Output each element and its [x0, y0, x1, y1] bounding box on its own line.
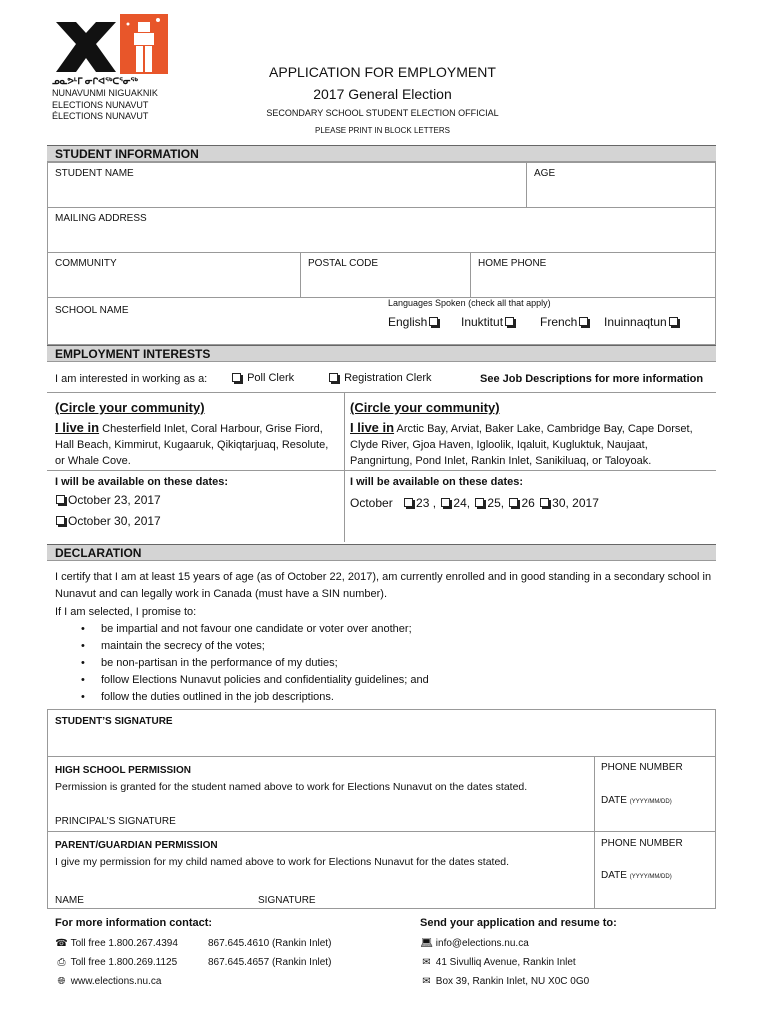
- principal-phone-label: PHONE NUMBER: [601, 762, 683, 773]
- computer-icon: 💻︎: [420, 938, 433, 949]
- parent-date-label: [601, 870, 672, 881]
- parent-signature-label[interactable]: SIGNATURE: [258, 895, 316, 906]
- oct-24-label: 24,: [453, 496, 471, 510]
- column-divider: [344, 392, 345, 542]
- inuinnaqtun-label: Inuinnaqtun: [604, 315, 667, 329]
- logo-line-2: ELECTIONS NUNAVUT: [52, 100, 149, 110]
- oct-24-checkbox[interactable]: [441, 498, 450, 507]
- oct-25-checkbox[interactable]: [475, 498, 484, 507]
- english-checkbox[interactable]: [429, 317, 438, 326]
- high-school-permission-text: Permission is granted for the student named above to work for Elections Nunavut on the dates stated.: [55, 781, 528, 793]
- po-box-address: Box 39, Rankin Inlet, NU X0C 0G0: [435, 976, 590, 987]
- student-name-field[interactable]: [47, 162, 527, 208]
- interest-label: I am interested in working as a:: [55, 373, 208, 385]
- english-label: English: [388, 315, 428, 329]
- home-phone-field[interactable]: [470, 252, 716, 298]
- declaration-text: I certify that I am at least 15 years of age (as of October 22, 2017), am currently enrolled and in good standing in a secondary school in Nunavut and can legally work in Canada (must have a SIN number).: [55, 571, 712, 600]
- telephone-icon: ☎: [55, 938, 68, 949]
- parent-permission-title: PARENT/GUARDIAN PERMISSION: [55, 840, 218, 851]
- job-description-note: See Job Descriptions for more information: [480, 373, 704, 385]
- language-english[interactable]: [388, 315, 441, 329]
- parent-phone-date-box[interactable]: [594, 831, 716, 909]
- oct-26-label: 26: [521, 496, 535, 510]
- age-field[interactable]: [526, 162, 716, 208]
- inuinnaqtun-checkbox[interactable]: [669, 317, 678, 326]
- logo-line-1: NUNAVUNMI NIGUAKNIK: [52, 88, 158, 98]
- age-label: AGE: [534, 168, 556, 179]
- poll-clerk-checkbox[interactable]: [232, 373, 241, 382]
- list-item: • follow the duties outlined in the job descriptions.: [55, 689, 695, 706]
- language-french[interactable]: [540, 315, 591, 329]
- parent-phone-label: PHONE NUMBER: [601, 838, 683, 849]
- list-item: • be non-partisan in the performance of my duties;: [55, 655, 695, 672]
- globe-icon: 🌐︎: [57, 976, 66, 987]
- oct-23-option[interactable]: [54, 493, 161, 507]
- list-item: • be impartial and not favour one candidate or voter over another;: [55, 621, 695, 638]
- student-signature-label: STUDENT’S SIGNATURE: [55, 716, 173, 727]
- left-circle-instruction: (Circle your community): [55, 400, 205, 415]
- student-name-label: STUDENT NAME: [55, 168, 134, 179]
- poll-clerk-option[interactable]: [230, 372, 294, 384]
- postal-code-label: POSTAL CODE: [308, 258, 379, 269]
- divider: [47, 392, 716, 393]
- fax-icon: ⎙: [57, 957, 66, 968]
- student-info-header: STUDENT INFORMATION: [47, 145, 716, 162]
- principal-signature-label[interactable]: PRINCIPAL’S SIGNATURE: [55, 816, 176, 827]
- principal-phone-date-box[interactable]: [594, 756, 716, 832]
- right-live-in: I live in: [350, 420, 395, 435]
- language-inuktitut[interactable]: [461, 315, 517, 329]
- right-community-list: Arctic Bay, Arviat, Baker Lake, Cambridge Bay, Cape Dorset, Clyde River, Gjoa Haven, Igloolik, Iqaluit, Kugluktuk, Naujaat, Pangnirtung, Pond Inlet, Rankin Inlet, Sanikiluaq, or Taloyoak.: [350, 423, 693, 467]
- parent-permission-text: I give my permission for my child named above to work for Elections Nunavut for the dates stated.: [55, 856, 510, 868]
- right-communities: [350, 420, 712, 469]
- left-communities: [55, 420, 340, 469]
- high-school-permission-box: [47, 756, 595, 832]
- print-instruction: PLEASE PRINT IN BLOCK LETTERS: [314, 126, 450, 135]
- envelope-icon: ✉: [422, 976, 431, 987]
- oct-30-right-checkbox[interactable]: [540, 498, 549, 507]
- list-item: • maintain the secrecy of the votes;: [55, 638, 695, 655]
- inuktitut-checkbox[interactable]: [505, 317, 514, 326]
- oct-23-right-checkbox[interactable]: [404, 498, 413, 507]
- toll-free-1: Toll free 1.800.267.4394: [70, 938, 178, 949]
- registration-clerk-option[interactable]: [327, 372, 431, 384]
- left-live-in: I live in: [55, 420, 100, 435]
- declaration-header: DECLARATION: [47, 544, 716, 561]
- parent-name-label[interactable]: NAME: [55, 895, 84, 906]
- right-circle-instruction: (Circle your community): [350, 400, 500, 415]
- promise-list: [55, 621, 695, 706]
- october-label: October: [350, 496, 393, 510]
- poll-clerk-label: Poll Clerk: [247, 372, 295, 384]
- french-label: French: [540, 315, 578, 329]
- oct-30-checkbox[interactable]: [56, 516, 65, 525]
- left-community-list: Chesterfield Inlet, Coral Harbour, Grise Fiord, Hall Beach, Kimmirut, Kugaaruk, Qikiqtarjuaq, Resolute, or Whale Cove.: [55, 423, 329, 467]
- date-text: DATE: [601, 870, 627, 881]
- oct-30-option[interactable]: [54, 514, 161, 528]
- mailing-address-field[interactable]: [47, 207, 716, 253]
- community-label: COMMUNITY: [55, 258, 117, 269]
- community-field[interactable]: [47, 252, 301, 298]
- position-title: SECONDARY SCHOOL STUDENT ELECTION OFFICIAL: [266, 108, 499, 118]
- local-phone-2: 867.645.4657 (Rankin Inlet): [208, 957, 332, 968]
- list-item: • follow Elections Nunavut policies and confidentiality guidelines; and: [55, 672, 695, 689]
- contact-title: For more information contact:: [55, 917, 213, 929]
- student-signature-field[interactable]: [47, 709, 716, 757]
- french-checkbox[interactable]: [579, 317, 588, 326]
- oct-23-label: October 23, 2017: [68, 493, 161, 507]
- left-available-label: I will be available on these dates:: [55, 476, 229, 488]
- date-format: (YYYY/MM/DD): [629, 874, 672, 880]
- logo-mark: [54, 14, 174, 76]
- oct-26-checkbox[interactable]: [509, 498, 518, 507]
- right-available-label: I will be available on these dates:: [350, 476, 524, 488]
- send-title: Send your application and resume to:: [420, 917, 617, 929]
- page-subtitle: 2017 General Election: [313, 86, 452, 102]
- employment-header: EMPLOYMENT INTERESTS: [47, 345, 716, 362]
- website-link[interactable]: www.elections.nu.ca: [70, 976, 162, 987]
- logo-syllabics: ᓄᓇᕗᒻᒥ ᓂᒋᐊᖅᑕᕐᓂᖅ: [52, 76, 138, 86]
- languages-label: Languages Spoken (check all that apply): [388, 298, 551, 308]
- inuktitut-label: Inuktitut: [461, 315, 504, 329]
- school-row: [47, 297, 716, 345]
- school-name-label: SCHOOL NAME: [55, 305, 129, 316]
- date-format: (YYYY/MM/DD): [629, 799, 672, 805]
- email-link[interactable]: info@elections.nu.ca: [435, 938, 529, 949]
- postal-code-field[interactable]: [300, 252, 471, 298]
- oct-23-checkbox[interactable]: [56, 495, 65, 504]
- street-address: 41 Sivulliq Avenue, Rankin Inlet: [435, 957, 576, 968]
- mail-truck-icon: ✉: [422, 957, 431, 968]
- date-text: DATE: [601, 795, 627, 806]
- toll-free-2: Toll free 1.800.269.1125: [70, 957, 178, 968]
- oct-23-right-label: 23 ,: [416, 496, 437, 510]
- oct-30-label: October 30, 2017: [68, 514, 161, 528]
- logo-line-3: ÉLECTIONS NUNAVUT: [52, 111, 149, 121]
- principal-date-label: [601, 795, 672, 806]
- divider: [47, 470, 716, 471]
- oct-25-label: 25,: [487, 496, 505, 510]
- language-inuinnaqtun[interactable]: [604, 315, 681, 329]
- home-phone-label: HOME PHONE: [478, 258, 547, 269]
- elections-nunavut-logo: [50, 14, 175, 124]
- parent-permission-box: [47, 831, 595, 909]
- promise-intro: If I am selected, I promise to:: [55, 606, 197, 618]
- registration-clerk-checkbox[interactable]: [329, 373, 338, 382]
- oct-30-right-label: 30, 2017: [552, 496, 599, 510]
- mailing-address-label: MAILING ADDRESS: [55, 213, 147, 224]
- page-title: APPLICATION FOR EMPLOYMENT: [269, 64, 496, 80]
- registration-clerk-label: Registration Clerk: [344, 372, 432, 384]
- local-phone-1: 867.645.4610 (Rankin Inlet): [208, 938, 332, 949]
- right-dates-row: [350, 496, 599, 510]
- high-school-permission-title: HIGH SCHOOL PERMISSION: [55, 765, 191, 776]
